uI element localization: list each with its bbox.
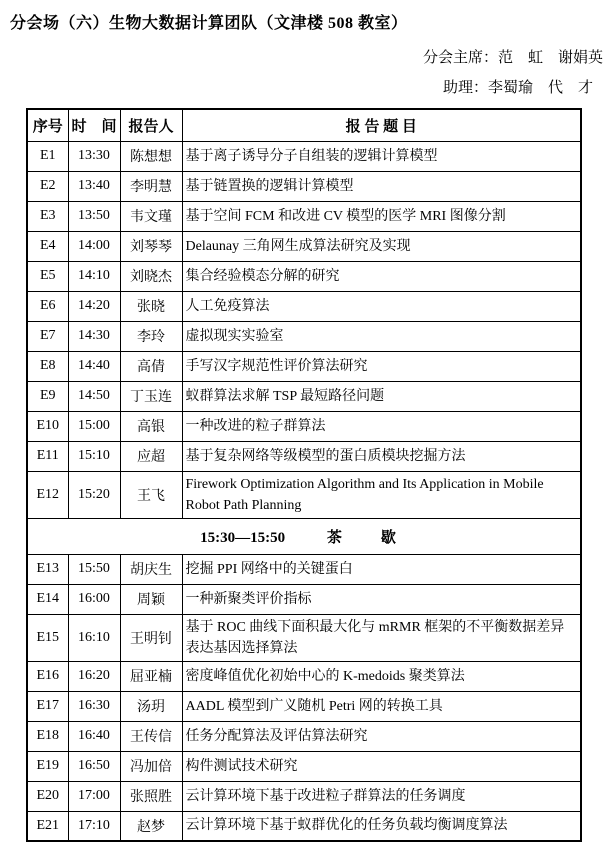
talk-title-cell: 基于空间 FCM 和改进 CV 模型的医学 MRI 图像分割 bbox=[182, 201, 581, 231]
talk-time-cell: 14:10 bbox=[68, 261, 120, 291]
talk-id-cell: E7 bbox=[27, 321, 68, 351]
talk-speaker-cell: 张照胜 bbox=[120, 781, 182, 811]
talk-id-cell: E9 bbox=[27, 381, 68, 411]
talk-time-cell: 14:30 bbox=[68, 321, 120, 351]
table-row bbox=[27, 554, 581, 584]
talk-speaker-cell: 刘琴琴 bbox=[120, 231, 182, 261]
col-header-time: 时 间 bbox=[68, 109, 120, 141]
talk-time-cell: 16:20 bbox=[68, 661, 120, 691]
talk-title-cell: 一种改进的粒子群算法 bbox=[182, 411, 581, 441]
talk-speaker-cell: 胡庆生 bbox=[120, 554, 182, 584]
talk-speaker-cell: 高银 bbox=[120, 411, 182, 441]
talk-speaker-cell: 王飞 bbox=[120, 471, 182, 518]
talk-speaker-cell: 王明钊 bbox=[120, 614, 182, 661]
table-row bbox=[27, 171, 581, 201]
table-row bbox=[27, 661, 581, 691]
talk-title-cell: 构件测试技术研究 bbox=[182, 751, 581, 781]
talk-time-cell: 15:20 bbox=[68, 471, 120, 518]
talk-id-cell: E5 bbox=[27, 261, 68, 291]
session-title: 分会场（六）生物大数据计算团队（文津楼 508 教室） bbox=[10, 15, 408, 32]
talk-time-cell: 16:30 bbox=[68, 691, 120, 721]
talk-id-cell: E4 bbox=[27, 231, 68, 261]
talk-id-cell: E20 bbox=[27, 781, 68, 811]
talk-time-cell: 15:50 bbox=[68, 554, 120, 584]
table-row bbox=[27, 261, 581, 291]
talk-time-cell: 14:50 bbox=[68, 381, 120, 411]
talk-title-cell: 手写汉字规范性评价算法研究 bbox=[182, 351, 581, 381]
talk-title-cell: 一种新聚类评价指标 bbox=[182, 584, 581, 614]
table-row bbox=[27, 691, 581, 721]
table-row bbox=[27, 321, 581, 351]
talk-id-cell: E1 bbox=[27, 141, 68, 171]
talk-title-cell: 基于链置换的逻辑计算模型 bbox=[182, 171, 581, 201]
table-row bbox=[27, 141, 581, 171]
talk-title-cell: 密度峰值优化初始中心的 K-medoids 聚类算法 bbox=[182, 661, 581, 691]
talk-title-cell: 人工免疫算法 bbox=[182, 291, 581, 321]
talk-id-cell: E15 bbox=[27, 614, 68, 661]
talk-title-cell: Delaunay 三角网生成算法研究及实现 bbox=[182, 231, 581, 261]
table-row bbox=[27, 781, 581, 811]
col-header-speaker: 报告人 bbox=[120, 109, 182, 141]
talk-time-cell: 16:00 bbox=[68, 584, 120, 614]
talk-title-cell: 任务分配算法及评估算法研究 bbox=[182, 721, 581, 751]
talk-time-cell: 16:40 bbox=[68, 721, 120, 751]
talk-time-cell: 13:30 bbox=[68, 141, 120, 171]
tea-break-time: 15:30—15:50 bbox=[200, 529, 286, 546]
talk-time-cell: 17:00 bbox=[68, 781, 120, 811]
talk-title-cell: Firework Optimization Algorithm and Its Application in Mobile Robot Path Planning bbox=[182, 471, 581, 518]
talk-speaker-cell: 应超 bbox=[120, 441, 182, 471]
session-assistants: 助理：李蜀瑜 代 才 bbox=[442, 80, 593, 96]
talk-id-cell: E10 bbox=[27, 411, 68, 441]
talk-title-cell: 挖掘 PPI 网络中的关键蛋白 bbox=[182, 554, 581, 584]
talk-speaker-cell: 王传信 bbox=[120, 721, 182, 751]
talk-time-cell: 16:10 bbox=[68, 614, 120, 661]
table-row bbox=[27, 411, 581, 441]
talk-title-cell: 虚拟现实实验室 bbox=[182, 321, 581, 351]
col-header-index: 序号 bbox=[27, 109, 68, 141]
talk-id-cell: E2 bbox=[27, 171, 68, 201]
talk-title-cell: 集合经验模态分解的研究 bbox=[182, 261, 581, 291]
talk-time-cell: 15:00 bbox=[68, 411, 120, 441]
talk-id-cell: E8 bbox=[27, 351, 68, 381]
table-row bbox=[27, 811, 581, 841]
table-header-row bbox=[27, 109, 581, 141]
table-row bbox=[27, 471, 581, 518]
talk-speaker-cell: 张晓 bbox=[120, 291, 182, 321]
talk-time-cell: 15:10 bbox=[68, 441, 120, 471]
table-row bbox=[27, 201, 581, 231]
talk-id-cell: E14 bbox=[27, 584, 68, 614]
tea-break-row bbox=[27, 518, 581, 554]
talk-title-cell: 蚁群算法求解 TSP 最短路径问题 bbox=[182, 381, 581, 411]
talk-title-cell: 基于离子诱导分子自组装的逻辑计算模型 bbox=[182, 141, 581, 171]
session-chairs: 分会主席：范 虹 谢娟英 bbox=[422, 50, 603, 66]
talk-time-cell: 16:50 bbox=[68, 751, 120, 781]
talk-speaker-cell: 刘晓杰 bbox=[120, 261, 182, 291]
talk-speaker-cell: 赵梦 bbox=[120, 811, 182, 841]
talk-id-cell: E6 bbox=[27, 291, 68, 321]
talk-title-cell: 云计算环境下基于改进粒子群算法的任务调度 bbox=[182, 781, 581, 811]
table-row bbox=[27, 584, 581, 614]
talk-id-cell: E17 bbox=[27, 691, 68, 721]
talk-time-cell: 13:50 bbox=[68, 201, 120, 231]
table-row bbox=[27, 381, 581, 411]
col-header-title: 报 告 题 目 bbox=[182, 109, 581, 141]
tea-break-cell bbox=[27, 518, 581, 554]
table-row bbox=[27, 751, 581, 781]
talk-time-cell: 14:00 bbox=[68, 231, 120, 261]
schedule-table bbox=[26, 108, 582, 842]
talk-id-cell: E18 bbox=[27, 721, 68, 751]
talk-title-cell: AADL 模型到广义随机 Petri 网的转换工具 bbox=[182, 691, 581, 721]
talk-title-cell: 云计算环境下基于蚁群优化的任务负载均衡调度算法 bbox=[182, 811, 581, 841]
talk-id-cell: E16 bbox=[27, 661, 68, 691]
talk-time-cell: 14:40 bbox=[68, 351, 120, 381]
talk-speaker-cell: 李明慧 bbox=[120, 171, 182, 201]
talk-id-cell: E11 bbox=[27, 441, 68, 471]
talk-time-cell: 13:40 bbox=[68, 171, 120, 201]
talk-id-cell: E3 bbox=[27, 201, 68, 231]
talk-speaker-cell: 李玲 bbox=[120, 321, 182, 351]
talk-speaker-cell: 冯加倍 bbox=[120, 751, 182, 781]
talk-time-cell: 14:20 bbox=[68, 291, 120, 321]
table-row bbox=[27, 614, 581, 661]
talk-speaker-cell: 陈想想 bbox=[120, 141, 182, 171]
talk-time-cell: 17:10 bbox=[68, 811, 120, 841]
table-row bbox=[27, 351, 581, 381]
schedule-table-body bbox=[27, 141, 581, 841]
talk-id-cell: E13 bbox=[27, 554, 68, 584]
talk-speaker-cell: 高倩 bbox=[120, 351, 182, 381]
table-row bbox=[27, 721, 581, 751]
tea-break-label: 茶 歇 bbox=[326, 529, 408, 546]
talk-speaker-cell: 周颖 bbox=[120, 584, 182, 614]
talk-speaker-cell: 汤玥 bbox=[120, 691, 182, 721]
table-row bbox=[27, 441, 581, 471]
table-row bbox=[27, 291, 581, 321]
talk-title-cell: 基于复杂网络等级模型的蛋白质模块挖掘方法 bbox=[182, 441, 581, 471]
talk-id-cell: E21 bbox=[27, 811, 68, 841]
talk-id-cell: E12 bbox=[27, 471, 68, 518]
talk-speaker-cell: 丁玉连 bbox=[120, 381, 182, 411]
talk-speaker-cell: 韦文瑾 bbox=[120, 201, 182, 231]
table-row bbox=[27, 231, 581, 261]
talk-speaker-cell: 屈亚楠 bbox=[120, 661, 182, 691]
talk-id-cell: E19 bbox=[27, 751, 68, 781]
talk-title-cell: 基于 ROC 曲线下面积最大化与 mRMR 框架的不平衡数据差异表达基因选择算法 bbox=[182, 614, 581, 661]
